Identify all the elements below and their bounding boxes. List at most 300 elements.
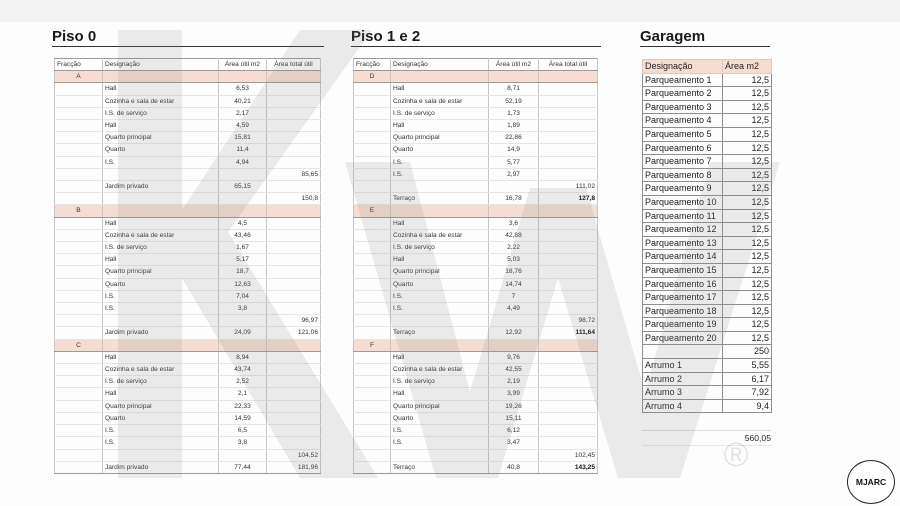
- fraction-cell: [354, 425, 391, 437]
- fraction-cell: [354, 168, 391, 180]
- area-util-cell: 7: [489, 290, 539, 302]
- designacao-cell: Hall: [391, 83, 489, 95]
- area-total-cell: 181,96: [267, 461, 321, 473]
- designacao-cell: Parqueamento 3: [643, 100, 723, 114]
- table-row: [354, 303, 598, 315]
- area-total-cell: [539, 425, 598, 437]
- area-cell: 9,4: [723, 399, 772, 413]
- designacao-cell: [643, 345, 723, 359]
- area-total-cell: [267, 83, 321, 95]
- header-row: [55, 59, 321, 71]
- fraction-cell: [55, 168, 103, 180]
- table-row: [55, 315, 321, 327]
- fraction-cell: [354, 315, 391, 327]
- table-row: [643, 386, 772, 400]
- fraction-cell: [55, 388, 103, 400]
- table-row: [354, 290, 598, 302]
- fraction-band: [55, 71, 321, 83]
- area-util-cell: 3,47: [489, 437, 539, 449]
- table-row: [55, 461, 321, 473]
- fraction-cell: [354, 412, 391, 424]
- fraction-cell: [55, 449, 103, 461]
- area-cell: 12,5: [723, 304, 772, 318]
- area-total-cell: [267, 217, 321, 229]
- area-total-cell: [539, 266, 598, 278]
- area-total-cell: 150,8: [267, 193, 321, 205]
- designacao-header: Designação: [643, 60, 723, 74]
- table-row: [354, 412, 598, 424]
- area-util-cell: [219, 168, 267, 180]
- designacao-cell: Hall: [103, 83, 219, 95]
- designacao-cell: Quarto principal: [391, 266, 489, 278]
- area-total-cell: [267, 120, 321, 132]
- area-total-cell: [539, 144, 598, 156]
- fraction-cell: [55, 242, 103, 254]
- table-row: [354, 83, 598, 95]
- table-row: [55, 437, 321, 449]
- table-row: [354, 461, 598, 473]
- area-util-cell: [489, 315, 539, 327]
- fraction-cell: [55, 83, 103, 95]
- area-cell: 5,55: [723, 359, 772, 373]
- table-row: [354, 376, 598, 388]
- area-cell: 12,5: [723, 127, 772, 141]
- area-util-cell: 5,17: [219, 254, 267, 266]
- band-cell: [267, 71, 321, 83]
- area-total-cell: 85,65: [267, 168, 321, 180]
- area-util-header: Área útil m2: [219, 59, 267, 71]
- table-row: [354, 144, 598, 156]
- area-total-header: Área total útil: [539, 59, 598, 71]
- designacao-cell: Parqueamento 17: [643, 291, 723, 305]
- designacao-cell: Parqueamento 4: [643, 114, 723, 128]
- area-cell: 12,5: [723, 182, 772, 196]
- area-cell: 12,5: [723, 236, 772, 250]
- area-total-header: Área total útil: [267, 59, 321, 71]
- designacao-cell: Arrumo 1: [643, 359, 723, 373]
- designacao-cell: I.S.: [391, 168, 489, 180]
- area-total-cell: [267, 254, 321, 266]
- fraccao-header: Fracção: [55, 59, 103, 71]
- area-total-cell: [267, 388, 321, 400]
- designacao-cell: Quarto: [391, 412, 489, 424]
- designacao-cell: Parqueamento 13: [643, 236, 723, 250]
- designacao-cell: I.S.: [103, 303, 219, 315]
- area-cell: 12,5: [723, 168, 772, 182]
- designacao-cell: Hall: [103, 120, 219, 132]
- area-util-cell: 16,78: [489, 193, 539, 205]
- fraction-cell: [354, 303, 391, 315]
- area-total-cell: [267, 364, 321, 376]
- area-total-cell: [267, 229, 321, 241]
- table-row: [55, 364, 321, 376]
- designacao-cell: [391, 449, 489, 461]
- band-cell: [219, 71, 267, 83]
- designacao-cell: Parqueamento 12: [643, 223, 723, 237]
- area-total-cell: [267, 278, 321, 290]
- area-util-cell: 2,17: [219, 107, 267, 119]
- piso0-table: [54, 58, 321, 474]
- fraction-cell: [55, 400, 103, 412]
- area-total-cell: [267, 181, 321, 193]
- designacao-cell: Parqueamento 11: [643, 209, 723, 223]
- band-cell: [539, 339, 598, 351]
- area-total-cell: 111,64: [539, 327, 598, 339]
- table-row: [354, 168, 598, 180]
- area-util-cell: 14,59: [219, 412, 267, 424]
- designacao-cell: Hall: [391, 217, 489, 229]
- area-total-cell: [539, 132, 598, 144]
- fraction-cell: [354, 254, 391, 266]
- fraction-cell: [354, 193, 391, 205]
- table-row: [55, 168, 321, 180]
- designacao-cell: I.S. de serviço: [391, 376, 489, 388]
- designacao-header: Designação: [103, 59, 219, 71]
- table-row: [55, 449, 321, 461]
- designacao-cell: I.S.: [391, 290, 489, 302]
- garagem-table: [642, 59, 772, 413]
- designacao-cell: Hall: [103, 388, 219, 400]
- table-row: [354, 449, 598, 461]
- table-row: [354, 315, 598, 327]
- garagem-title: Garagem: [640, 28, 706, 45]
- designacao-cell: Parqueamento 1: [643, 73, 723, 87]
- area-cell: 12,5: [723, 114, 772, 128]
- band-cell: [391, 205, 489, 217]
- area-util-cell: [219, 449, 267, 461]
- area-cell: 12,5: [723, 87, 772, 101]
- fraction-cell: [55, 278, 103, 290]
- piso12-title: Piso 1 e 2: [351, 28, 421, 45]
- designacao-cell: Cozinha e sala de estar: [391, 229, 489, 241]
- table-row: [643, 100, 772, 114]
- area-total-cell: [267, 303, 321, 315]
- designacao-cell: Hall: [391, 388, 489, 400]
- area-total-cell: 143,25: [539, 461, 598, 473]
- designacao-cell: I.S. de serviço: [391, 242, 489, 254]
- designacao-cell: Quarto: [391, 144, 489, 156]
- area-total-cell: 127,8: [539, 193, 598, 205]
- table-row: [55, 217, 321, 229]
- fraction-cell: [55, 290, 103, 302]
- designacao-cell: [103, 449, 219, 461]
- designacao-cell: Parqueamento 10: [643, 195, 723, 209]
- area-cell: 12,5: [723, 155, 772, 169]
- area-util-cell: 8,94: [219, 351, 267, 363]
- area-util-cell: 52,19: [489, 95, 539, 107]
- table-row: [55, 266, 321, 278]
- fraction-cell: [354, 266, 391, 278]
- table-row: [643, 87, 772, 101]
- band-cell: [539, 71, 598, 83]
- designacao-cell: [103, 315, 219, 327]
- table-row: [643, 155, 772, 169]
- table-row: [55, 193, 321, 205]
- area-util-cell: 3,8: [219, 303, 267, 315]
- table-row: [55, 83, 321, 95]
- band-cell: [219, 205, 267, 217]
- area-util-cell: 77,44: [219, 461, 267, 473]
- fraction-cell: [354, 107, 391, 119]
- band-cell: [539, 205, 598, 217]
- designacao-cell: Parqueamento 7: [643, 155, 723, 169]
- designacao-cell: Parqueamento 5: [643, 127, 723, 141]
- area-cell: 12,5: [723, 291, 772, 305]
- area-util-cell: 65,15: [219, 181, 267, 193]
- area-total-cell: [539, 83, 598, 95]
- area-util-cell: 42,55: [489, 364, 539, 376]
- area-util-cell: 6,12: [489, 425, 539, 437]
- table-row: [55, 290, 321, 302]
- designacao-cell: I.S.: [103, 290, 219, 302]
- area-cell: 12,5: [723, 100, 772, 114]
- area-util-cell: 2,97: [489, 168, 539, 180]
- fraction-letter: F: [354, 339, 391, 351]
- piso0-title: Piso 0: [52, 28, 97, 45]
- table-row: [354, 278, 598, 290]
- area-util-cell: 15,81: [219, 132, 267, 144]
- band-cell: [267, 205, 321, 217]
- area-util-cell: 14,9: [489, 144, 539, 156]
- area-util-cell: 15,11: [489, 412, 539, 424]
- table-row: [55, 107, 321, 119]
- area-total-cell: [539, 400, 598, 412]
- designacao-cell: Parqueamento 18: [643, 304, 723, 318]
- area-util-cell: 1,73: [489, 107, 539, 119]
- area-total-cell: 111,02: [539, 181, 598, 193]
- area-util-cell: 8,71: [489, 83, 539, 95]
- designacao-cell: Jardim privado: [103, 461, 219, 473]
- table-row: [354, 266, 598, 278]
- designacao-cell: I.S. de serviço: [103, 107, 219, 119]
- table-row: [55, 425, 321, 437]
- table-row: [354, 254, 598, 266]
- fraction-cell: [354, 144, 391, 156]
- table-row: [55, 95, 321, 107]
- table-row: [354, 107, 598, 119]
- fraction-band: [354, 71, 598, 83]
- table-row: [55, 254, 321, 266]
- designacao-cell: Hall: [391, 120, 489, 132]
- registered-mark: ®: [723, 436, 749, 474]
- designacao-cell: Hall: [391, 351, 489, 363]
- fraction-cell: [354, 278, 391, 290]
- table-row: [354, 351, 598, 363]
- area-total-cell: [539, 364, 598, 376]
- area-util-cell: 42,88: [489, 229, 539, 241]
- fraction-letter: D: [354, 71, 391, 83]
- fraction-cell: [55, 120, 103, 132]
- area-util-cell: 1,89: [489, 120, 539, 132]
- fraction-cell: [55, 364, 103, 376]
- designacao-cell: Parqueamento 14: [643, 250, 723, 264]
- designacao-cell: Parqueamento 15: [643, 263, 723, 277]
- fraction-cell: [354, 327, 391, 339]
- area-cell: 7,92: [723, 386, 772, 400]
- area-util-cell: 6,53: [219, 83, 267, 95]
- area-util-cell: 40,8: [489, 461, 539, 473]
- area-util-cell: 1,67: [219, 242, 267, 254]
- mjarc-logo: MJARC: [847, 460, 895, 504]
- area-util-cell: 22,33: [219, 400, 267, 412]
- designacao-cell: Terraço: [391, 327, 489, 339]
- designacao-cell: I.S.: [391, 437, 489, 449]
- fraction-cell: [55, 327, 103, 339]
- band-cell: [267, 339, 321, 351]
- area-util-cell: 5,77: [489, 156, 539, 168]
- table-row: [354, 181, 598, 193]
- fraction-cell: [354, 461, 391, 473]
- area-total-cell: [267, 425, 321, 437]
- fraction-cell: [354, 229, 391, 241]
- area-util-cell: 11,4: [219, 144, 267, 156]
- area-total-cell: [267, 376, 321, 388]
- designacao-cell: Cozinha e sala de estar: [103, 364, 219, 376]
- table-row: [643, 182, 772, 196]
- table-row: [643, 277, 772, 291]
- fraction-cell: [55, 303, 103, 315]
- area-total-cell: [539, 217, 598, 229]
- table-row: [643, 304, 772, 318]
- band-cell: [489, 339, 539, 351]
- band-cell: [391, 71, 489, 83]
- area-cell: 12,5: [723, 250, 772, 264]
- table-row: [55, 376, 321, 388]
- designacao-cell: Cozinha e sala de estar: [103, 95, 219, 107]
- band-cell: [103, 71, 219, 83]
- designacao-cell: Hall: [103, 217, 219, 229]
- table-row: [643, 114, 772, 128]
- designacao-cell: [103, 193, 219, 205]
- area-total-cell: [539, 351, 598, 363]
- fraction-cell: [354, 400, 391, 412]
- area-total-cell: [539, 412, 598, 424]
- table-row: [55, 242, 321, 254]
- designacao-cell: Quarto: [103, 412, 219, 424]
- table-row: [643, 359, 772, 373]
- area-total-cell: [539, 107, 598, 119]
- fraction-cell: [354, 132, 391, 144]
- area-total-cell: [267, 144, 321, 156]
- fraction-cell: [55, 412, 103, 424]
- fraction-cell: [354, 217, 391, 229]
- garagem-title-rule: [640, 46, 770, 47]
- area-util-cell: [489, 449, 539, 461]
- fraction-cell: [354, 156, 391, 168]
- designacao-cell: Terraço: [391, 461, 489, 473]
- area-util-cell: 4,94: [219, 156, 267, 168]
- area-cell: 12,5: [723, 209, 772, 223]
- designacao-cell: Parqueamento 19: [643, 318, 723, 332]
- area-cell: 12,5: [723, 277, 772, 291]
- designacao-header: Designação: [391, 59, 489, 71]
- fraction-cell: [354, 290, 391, 302]
- designacao-cell: Jardim privado: [103, 327, 219, 339]
- fraction-cell: [55, 217, 103, 229]
- designacao-cell: [103, 168, 219, 180]
- designacao-cell: I.S.: [391, 156, 489, 168]
- area-util-cell: 14,74: [489, 278, 539, 290]
- designacao-cell: Quarto principal: [103, 400, 219, 412]
- designacao-cell: Hall: [103, 254, 219, 266]
- table-row: [354, 156, 598, 168]
- area-total-cell: [539, 303, 598, 315]
- area-total-cell: [267, 156, 321, 168]
- table-row: [643, 141, 772, 155]
- table-row: [643, 236, 772, 250]
- table-row: [354, 242, 598, 254]
- header-row: [643, 60, 772, 74]
- designacao-cell: I.S. de serviço: [103, 242, 219, 254]
- table-row: [354, 388, 598, 400]
- table-row: [643, 73, 772, 87]
- area-total-cell: [539, 437, 598, 449]
- fraction-band: [55, 339, 321, 351]
- area-cell: 12,5: [723, 141, 772, 155]
- area-total-cell: [267, 437, 321, 449]
- table-row: [55, 412, 321, 424]
- area-util-cell: 4,49: [489, 303, 539, 315]
- top-band: [0, 0, 900, 22]
- area-header: Área m2: [723, 60, 772, 74]
- designacao-cell: Jardim privado: [103, 181, 219, 193]
- designacao-cell: I.S. de serviço: [103, 376, 219, 388]
- area-util-cell: 2,19: [489, 376, 539, 388]
- table-row: [354, 364, 598, 376]
- table-row: [643, 345, 772, 359]
- area-util-cell: 43,74: [219, 364, 267, 376]
- designacao-cell: I.S.: [391, 425, 489, 437]
- table-row: [55, 120, 321, 132]
- table-row: [354, 229, 598, 241]
- area-util-cell: 12,92: [489, 327, 539, 339]
- table-row: [643, 263, 772, 277]
- area-util-cell: 4,59: [219, 120, 267, 132]
- area-total-cell: [539, 229, 598, 241]
- area-util-cell: 18,76: [489, 266, 539, 278]
- table-row: [354, 132, 598, 144]
- fraction-cell: [354, 364, 391, 376]
- fraction-cell: [55, 156, 103, 168]
- area-total-cell: [267, 266, 321, 278]
- table-row: [643, 372, 772, 386]
- band-cell: [391, 339, 489, 351]
- area-util-cell: 2,52: [219, 376, 267, 388]
- area-util-cell: [489, 181, 539, 193]
- designacao-cell: Quarto: [103, 144, 219, 156]
- area-util-cell: 7,04: [219, 290, 267, 302]
- band-cell: [489, 71, 539, 83]
- fraction-cell: [55, 107, 103, 119]
- area-total-cell: 102,45: [539, 449, 598, 461]
- fraction-cell: [55, 351, 103, 363]
- band-cell: [489, 205, 539, 217]
- area-util-cell: 40,21: [219, 95, 267, 107]
- designacao-cell: I.S. de serviço: [391, 107, 489, 119]
- area-total-cell: [539, 156, 598, 168]
- fraction-cell: [354, 83, 391, 95]
- area-total-cell: [539, 95, 598, 107]
- area-total-cell: [539, 278, 598, 290]
- designacao-cell: Quarto: [391, 278, 489, 290]
- fraction-cell: [55, 266, 103, 278]
- designacao-cell: Quarto principal: [391, 132, 489, 144]
- area-util-cell: 3,6: [489, 217, 539, 229]
- header-row: [354, 59, 598, 71]
- table-row: [55, 181, 321, 193]
- piso12-table: [353, 58, 598, 474]
- table-row: [643, 223, 772, 237]
